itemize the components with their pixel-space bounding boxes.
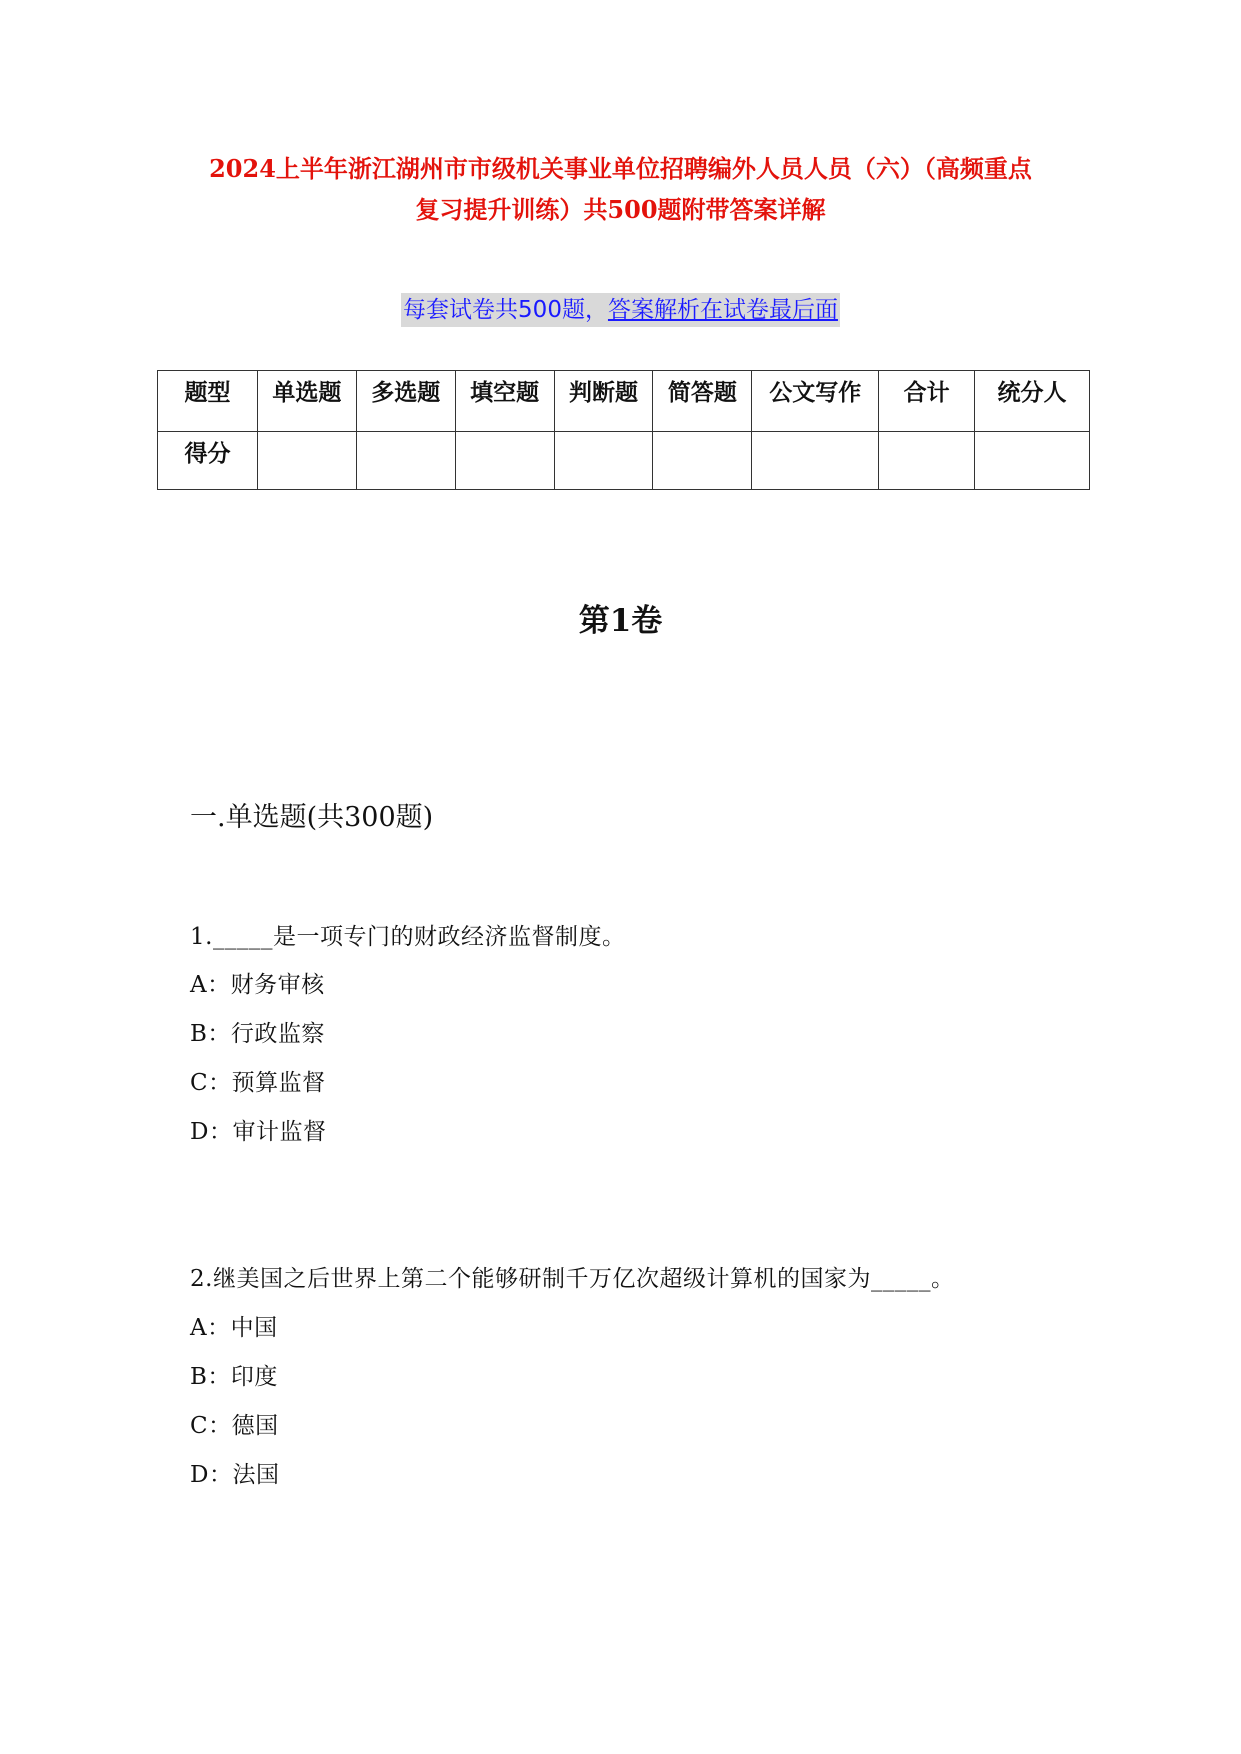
question-1-option-a: A：财务审核 (190, 972, 325, 998)
score-cell (554, 432, 653, 490)
subtitle-plain: 每套试卷共500题， (403, 297, 608, 323)
question-2-option-d: D：法国 (190, 1462, 280, 1488)
title-line-1: 2024上半年浙江湖州市市级机关事业单位招聘编外人员人员（六）（高频重点 (209, 154, 1032, 183)
score-header-cell: 判断题 (554, 371, 653, 432)
score-header-cell: 多选题 (356, 371, 455, 432)
score-header-cell: 单选题 (257, 371, 356, 432)
score-table (157, 370, 1090, 490)
score-row-label: 得分 (158, 432, 258, 490)
score-table-score-row (158, 432, 1090, 490)
question-1-option-d: D：审计监督 (190, 1119, 327, 1145)
score-cell (455, 432, 554, 490)
score-cell (653, 432, 752, 490)
score-header-cell: 题型 (158, 371, 258, 432)
score-cell (257, 432, 356, 490)
score-header-cell: 填空题 (455, 371, 554, 432)
question-2-option-c: C：德国 (190, 1413, 279, 1439)
score-header-cell: 合计 (879, 371, 975, 432)
score-header-cell: 公文写作 (752, 371, 879, 432)
document-title (150, 148, 1091, 230)
question-2-option-b: B：印度 (190, 1364, 278, 1390)
score-header-cell: 简答题 (653, 371, 752, 432)
question-2-option-a: A：中国 (190, 1315, 278, 1341)
subtitle-link[interactable]: 答案解析在试卷最后面 (607, 297, 838, 323)
question-1-option-b: B：行政监察 (190, 1021, 325, 1047)
section-title: 一.单选题(共300题) (190, 802, 434, 833)
score-cell (879, 432, 975, 490)
score-cell (975, 432, 1090, 490)
subtitle (401, 293, 840, 327)
title-line-2: 复习提升训练）共500题附带答案详解 (415, 195, 826, 224)
question-2-text: 2.继美国之后世界上第二个能够研制千万亿次超级计算机的国家为_____。 (190, 1266, 955, 1292)
subtitle-container (0, 293, 1241, 327)
score-cell (356, 432, 455, 490)
volume-title: 第1卷 (578, 603, 663, 639)
question-1-text: 1._____是一项专门的财政经济监督制度。 (190, 924, 626, 950)
score-cell (752, 432, 879, 490)
question-1-option-c: C：预算监督 (190, 1070, 326, 1096)
score-header-cell: 统分人 (975, 371, 1090, 432)
score-table-header-row (158, 371, 1090, 432)
